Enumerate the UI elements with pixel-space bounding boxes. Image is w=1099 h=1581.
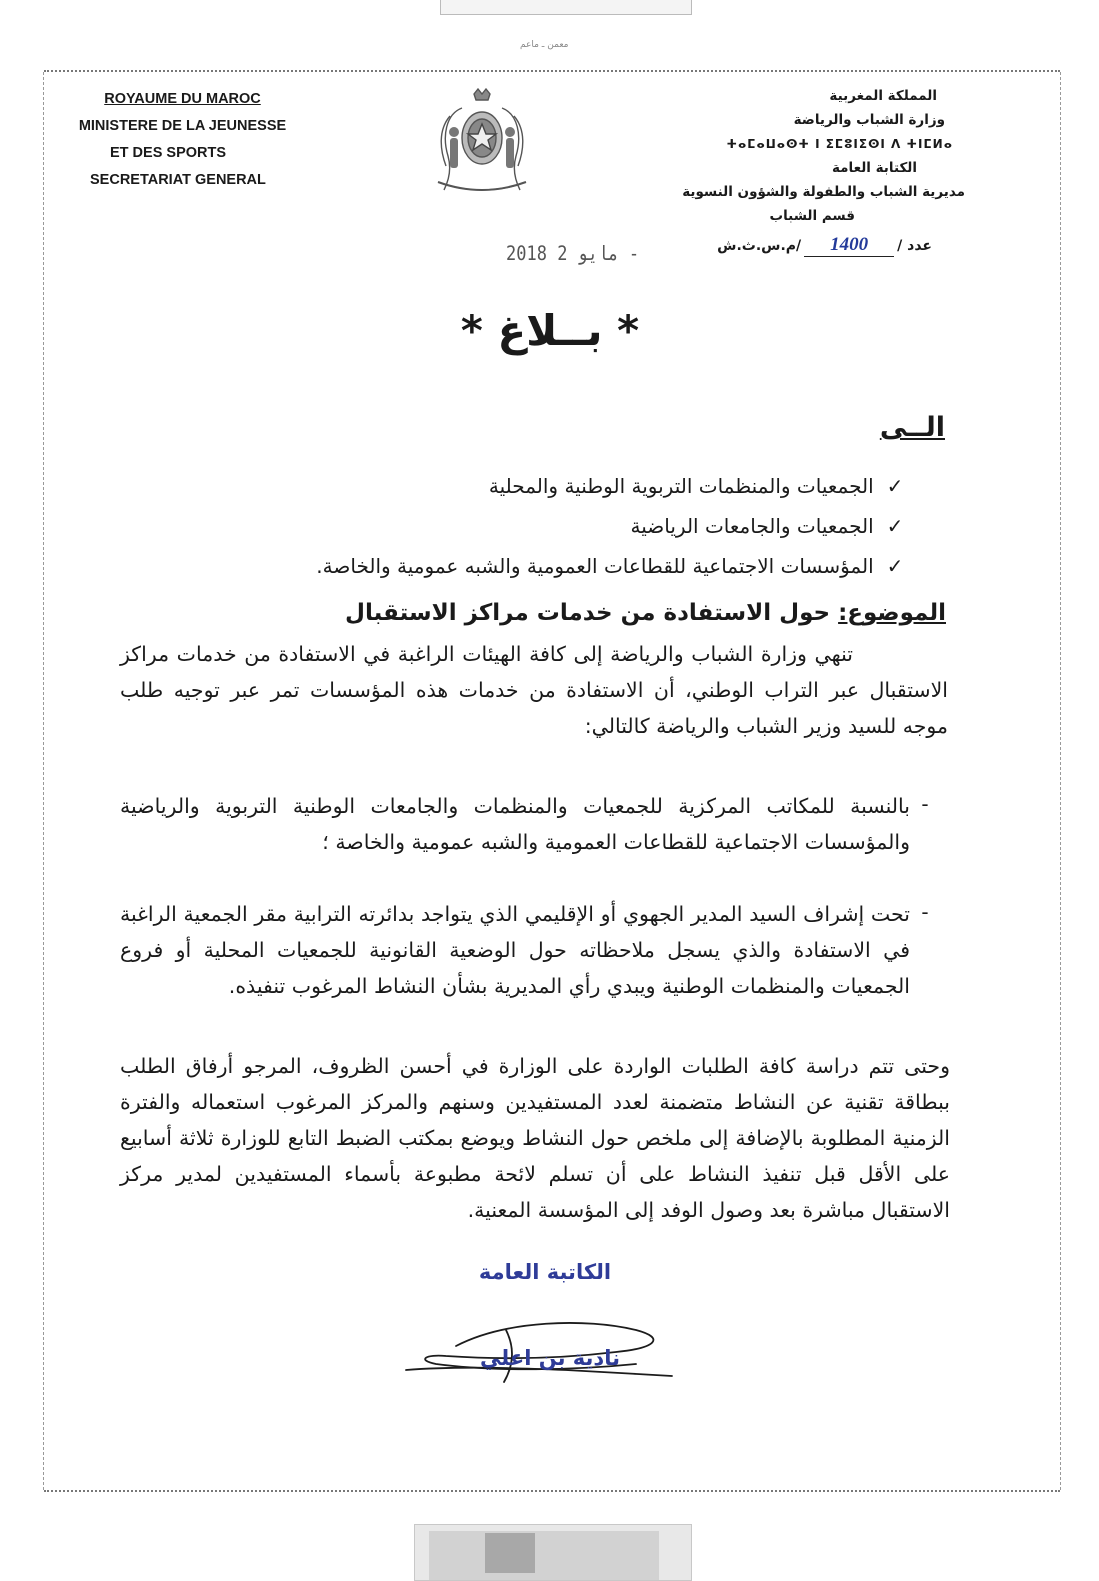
recipient-text: الجمعيات والجامعات الرياضية xyxy=(630,514,874,538)
page-frame-right xyxy=(1060,72,1061,1490)
subject-text: حول الاستفادة من خدمات مراكز الاستقبال xyxy=(345,600,839,626)
secretariat-ar: الكتابة العامة xyxy=(831,160,917,176)
ministry-name-ar: وزارة الشباب والرياضة xyxy=(793,112,945,128)
moroccan-coat-of-arms-icon xyxy=(428,86,536,198)
directorate-ar: مديرية الشباب والطفولة والشؤون النسوية xyxy=(682,184,965,200)
page-frame-bottom xyxy=(44,1490,1060,1492)
ministry-name-tifinagh: ⵜⴰⵎⴰⵡⴰⵙⵜ ⵏ ⵉⵎⵓⵏⵉⵙⵏ ⴷ ⵜⵏⵎⵍⴰ xyxy=(726,137,953,151)
page-frame-top xyxy=(44,70,1060,72)
bullet-dash-icon: - xyxy=(921,900,929,924)
arabic-letterhead xyxy=(640,84,965,228)
scan-top-mark: معمن ـ ماعم xyxy=(520,40,569,50)
french-letterhead xyxy=(70,86,295,194)
list-item xyxy=(150,546,910,586)
document-title: * بــلاغ * xyxy=(460,306,640,355)
scan-bottom-strip xyxy=(414,1524,692,1581)
bullet-dash-icon: - xyxy=(921,792,929,816)
addressee-label: الــى xyxy=(879,412,945,443)
body-paragraph-intro: تنهي وزارة الشباب والرياضة إلى كافة الهيئات الراغبة في الاستفادة من خدمات مراكز الاستقبال عبر التراب الوطني، أن الاستفادة من خدمات هذه المؤسسات تمر عبر توجيه طلب موجه للسيد وزير الشباب والرياضة كالتالي: xyxy=(120,642,948,738)
subject-label: الموضوع: xyxy=(838,600,946,626)
secretariat-fr: SECRETARIAT GENERAL xyxy=(90,172,266,188)
ministry-name-fr-cont: ET DES SPORTS xyxy=(110,145,227,161)
subject-line xyxy=(240,600,946,626)
body-bullet-central: بالنسبة للمكاتب المركزية للجمعيات والمنظمات والجامعات الوطنية التربوية والرياضية والمؤسسات الاجتماعية للقطاعات العمومية والشبه عمومية والخاصة ؛ xyxy=(120,794,910,854)
checkmark-icon: ✓ xyxy=(886,474,904,498)
list-item xyxy=(150,506,910,546)
scan-strip-mark xyxy=(485,1533,535,1573)
handwritten-signature xyxy=(386,1290,706,1400)
recipient-text: الجمعيات والمنظمات التربوية الوطنية والمحلية xyxy=(488,474,874,498)
page-frame-left xyxy=(43,72,44,1490)
signatory-name: نادية بن اعلي xyxy=(480,1346,620,1370)
scan-top-strip xyxy=(440,0,692,15)
body-paragraph-procedure: وحتى تتم دراسة كافة الطلبات الواردة على الوزارة في أحسن الظروف، المرجو أرفاق الطلب ببطاقة تقنية عن النشاط متضمنة لعدد المستفيدين وسنهم والمركز المرغوب استعماله والفترة الزمنية المطلوبة بالإضافة إلى ملخص حول النشاط ويوضع بمكتب الضبط التابع للوزارة ثلاثة أسابيع على الأقل قبل تنفيذ النشاط على أن تسلم لائحة مطبوعة بأسماء المستفيدين لمدير مركز الاستقبال مباشرة بعد وصول الوفد إلى المؤسسة المعنية. xyxy=(120,1054,950,1222)
checkmark-icon: ✓ xyxy=(886,514,904,538)
reference-number xyxy=(700,234,932,257)
date-stamp: 2018 مايو 2 - xyxy=(506,242,640,266)
reference-suffix: /م.س.ث.ش xyxy=(717,238,802,254)
signatory-title: الكاتبة العامة xyxy=(478,1260,612,1284)
kingdom-name-fr: ROYAUME DU MAROC xyxy=(104,91,261,107)
body-bullet-regional: تحت إشراف السيد المدير الجهوي أو الإقليمي الذي يتواجد بدائرته الترابية مقر الجمعية الراغبة في الاستفادة والذي يسجل ملاحظاته حول الوضعية القانونية للجمعيات المحلية أو فروع الجمعيات والمنظمات الوطنية ويبدي رأي المديرية بشأن النشاط المرغوب تنفيذه. xyxy=(120,902,910,998)
kingdom-name-ar: المملكة المغربية xyxy=(829,88,937,104)
recipient-list xyxy=(150,466,910,586)
reference-prefix: عدد / xyxy=(897,238,932,254)
scan-strip-inner xyxy=(429,1531,659,1580)
ministry-name-fr: MINISTERE DE LA JEUNESSE xyxy=(78,118,287,134)
division-ar: قسم الشباب xyxy=(769,208,855,224)
list-item xyxy=(150,466,910,506)
recipient-text: المؤسسات الاجتماعية للقطاعات العمومية والشبه عمومية والخاصة. xyxy=(316,554,874,578)
checkmark-icon: ✓ xyxy=(886,554,904,578)
reference-handwritten-number: 1400 xyxy=(804,234,894,257)
